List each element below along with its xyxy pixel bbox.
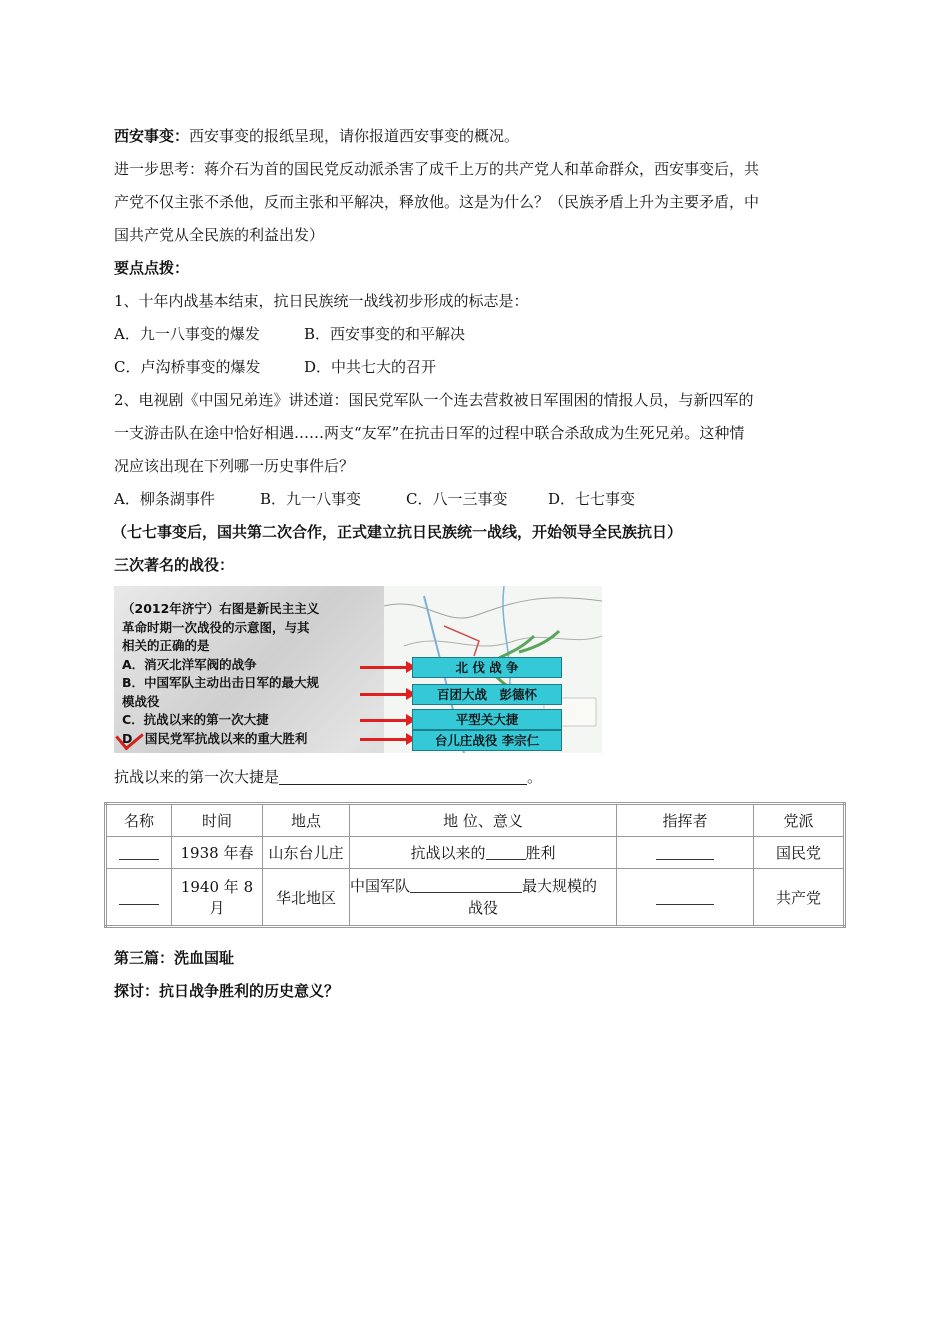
header-commander: 指挥者 [617,804,754,837]
row1-name-blank[interactable] [119,843,159,860]
table-header-row [106,804,845,837]
row1-commander [617,837,754,869]
arrow-b [360,693,408,696]
think-line-3: 国共产党从全民族的利益出发） [114,226,325,244]
quiz-question [122,600,392,748]
quiz-option-b-1: B．中国军队主动出击日军的最大规 [122,675,320,690]
row2-time: 1940 年 8 月 [172,869,263,927]
row2-name-blank[interactable] [119,888,159,905]
row2-meaning-prefix: 中国军队 [350,877,411,895]
q2-option-b: B．九一八事变 [260,490,362,508]
xian-text: 西安事变的报纸呈现，请你报道西安事变的概况。 [189,127,520,145]
think-line-1: 进一步思考：蒋介石为首的国民党反动派杀害了成千上万的共产党人和革命群众，西安事变后，共 [114,160,760,178]
part3-heading: 第三篇：洗血国耻 [114,949,235,967]
q2-line-3: 况应该出现在下列哪一历史事件后？ [114,457,355,475]
header-party: 党派 [754,804,845,837]
header-meaning: 地 位、意义 [350,804,617,837]
q2-option-d: D．七七事变 [548,490,636,508]
fill-blank[interactable] [279,766,527,785]
quiz-option-a: A．消灭北洋军阀的战争 [122,656,257,672]
header-name: 名称 [106,804,172,837]
answer-box-c: 平型关大捷 [412,709,562,730]
header-place: 地点 [263,804,350,837]
part3-question: 探讨：抗日战争胜利的历史意义？ [114,982,340,1000]
row1-place: 山东台儿庄 [263,837,350,869]
row2-commander [617,869,754,927]
row1-name [106,837,172,869]
fill-suffix: 。 [527,768,543,786]
first-victory-fill [114,761,846,794]
q1-option-b: B．西安事变的和平解决 [304,325,466,343]
q1-option-a: A．九一八事变的爆发 [114,325,260,343]
battles-heading: 三次著名的战役： [114,556,235,574]
document-page [114,120,846,1008]
header-time: 时间 [172,804,263,837]
xian-title: 西安事变： [114,127,190,145]
answer-box-d: 台儿庄战役 李宗仁 [412,730,562,751]
row2-meaning [350,869,617,927]
q2-line-1: 2、电视剧《中国兄弟连》讲述道：国民党军队一个连去营救被日军围困的情报人员，与新四军的 [114,391,754,409]
row2-place: 华北地区 [263,869,350,927]
quiz-line-2: 革命时期一次战役的示意图，与其 [122,619,310,635]
q1-option-c: C．卢沟桥事变的爆发 [114,358,261,376]
row1-meaning-suffix: 胜利 [525,844,556,862]
tips-heading: 要点点拨： [114,259,190,277]
table-row [106,837,845,869]
q2-option-c: C．八一三事变 [406,490,508,508]
row2-name [106,869,172,927]
q1-options-ab [114,318,846,351]
quiz-line-3: 相关的正确的是 [122,638,210,653]
arrow-a [360,666,408,669]
row1-party: 国民党 [754,837,845,869]
table-row [106,869,845,927]
q2-option-a: A．柳条湖事件 [114,490,215,508]
row2-commander-blank[interactable] [656,888,714,905]
arrow-c [360,719,408,722]
xian-paragraph [114,120,846,153]
q1-options-cd [114,351,846,384]
arrow-d [360,738,408,741]
row2-meaning-line-2: 战役 [467,899,498,917]
think-line-2: 产党不仅主张不杀他，反而主张和平解决，释放他。这是为什么？（民族矛盾上升为主要矛盾，中 [114,193,760,211]
row2-meaning-blank[interactable] [410,876,522,893]
row1-commander-blank[interactable] [656,843,714,860]
q1-option-d: D．中共七大的召开 [304,358,437,376]
q2-options [114,483,846,516]
battle-quiz-figure [114,586,602,753]
row1-time: 1938 年春 [172,837,263,869]
row1-meaning-prefix: 抗战以来的 [410,844,486,862]
answer-box-a: 北 伐 战 争 [412,657,562,678]
quiz-option-c: C．抗战以来的第一次大捷 [122,712,269,727]
row2-meaning-suffix: 最大规模的 [522,877,598,895]
row2-meaning-line-1 [350,875,616,897]
fill-prefix: 抗战以来的第一次大捷是 [114,768,280,786]
answer-box-b: 百团大战 彭德怀 [412,684,562,705]
quiz-line-1: （2012年济宁）右图是新民主主义 [122,601,320,616]
q2-line-2: 一支游击队在途中恰好相遇……两支“友军”在抗击日军的过程中联合杀敌成为生死兄弟。这种情 [114,424,745,442]
row1-meaning-blank[interactable] [486,843,526,860]
row1-meaning [350,837,617,869]
quiz-option-b-2: 模战役 [122,693,160,709]
q2-answer: （七七事变后，国共第二次合作，正式建立抗日民族统一战线，开始领导全民族抗日） [112,523,683,541]
quiz-option-d: D．国民党军抗战以来的重大胜利 [122,730,308,746]
q1-stem: 1、十年内战基本结束，抗日民族统一战线初步形成的标志是： [114,292,529,310]
row2-party: 共产党 [754,869,845,927]
battles-table [104,802,846,928]
